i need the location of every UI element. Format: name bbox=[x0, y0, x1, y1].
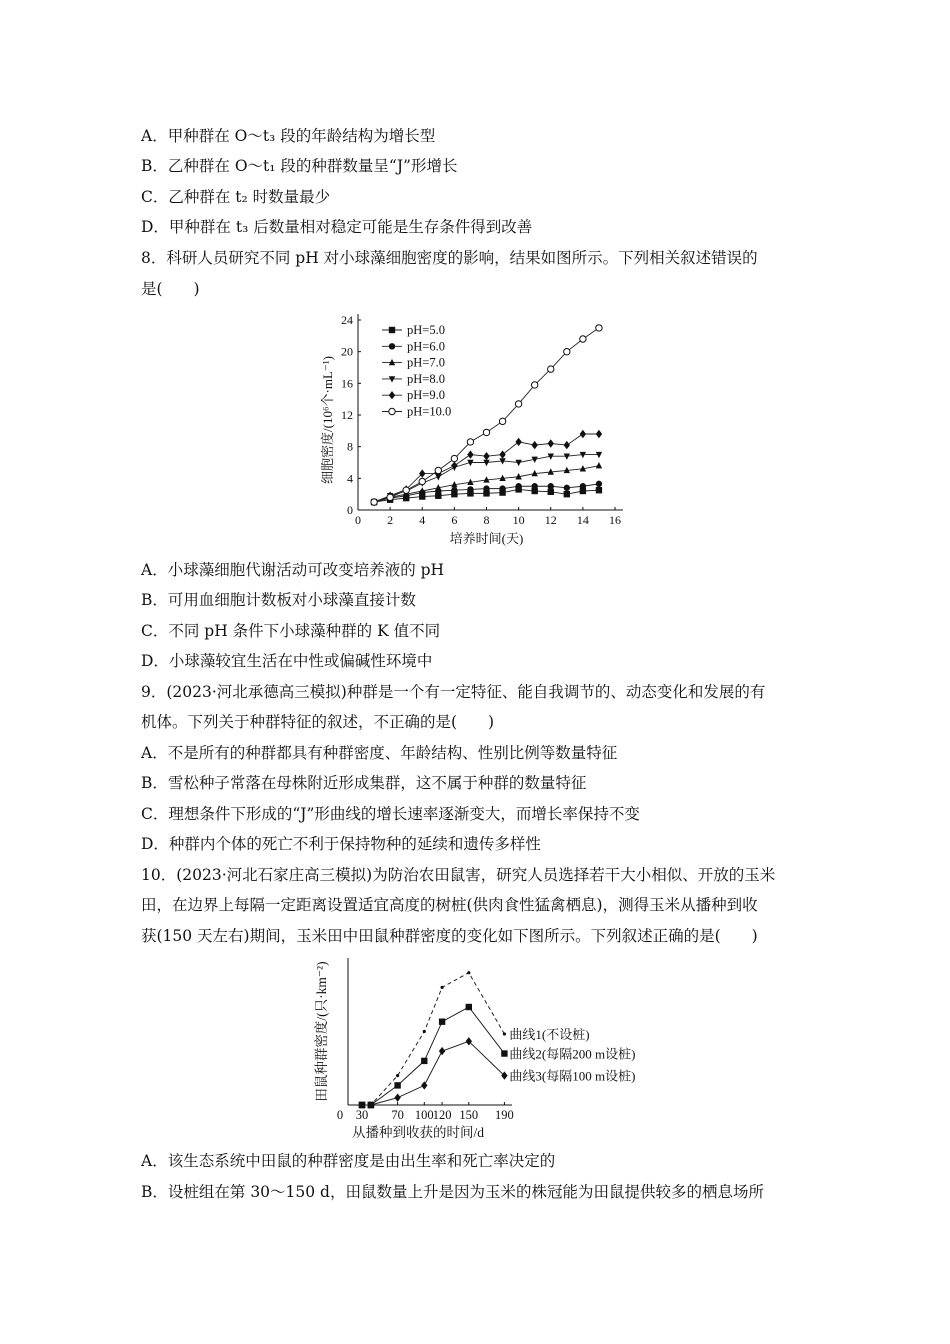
data-point bbox=[467, 486, 473, 492]
q9-option-c: C．理想条件下形成的“J”形曲线的增长速率逐渐变大，而增长率保持不变 bbox=[141, 805, 640, 823]
x-tick-label: 150 bbox=[459, 1108, 479, 1122]
x-tick-label: 190 bbox=[495, 1108, 514, 1122]
x-tick-label: 0 bbox=[355, 513, 361, 527]
q10-stem-line2: 田，在边界上每隔一定距离设置适宜高度的树桩(供肉食性猛禽栖息)，测得玉米从播种到收 bbox=[141, 896, 758, 914]
data-point bbox=[596, 487, 602, 493]
data-point bbox=[483, 460, 489, 466]
data-point bbox=[394, 1093, 400, 1101]
q7-option-c: C．乙种群在 t₂ 时数量最少 bbox=[141, 188, 331, 206]
q8-stem-line1: 8．科研人员研究不同 pH 对小球藻细胞密度的影响，结果如图所示。下列相关叙述错误的 bbox=[141, 249, 758, 267]
data-point bbox=[515, 438, 521, 446]
q9-option-a: A．不是所有的种群都具有种群密度、年龄结构、性别比例等数量特征 bbox=[141, 744, 618, 762]
x-tick-label: 2 bbox=[387, 513, 394, 527]
x-tick-label: 8 bbox=[483, 513, 490, 527]
q9-option-d: D．种群内个体的死亡不利于保持物种的延续和遗传多样性 bbox=[141, 835, 541, 853]
q8-stem-line2: 是( ) bbox=[141, 280, 200, 298]
series-label: 曲线1(不设桩) bbox=[509, 1026, 590, 1042]
legend-label: pH=6.0 bbox=[407, 339, 445, 354]
y-tick-label: 12 bbox=[341, 408, 353, 422]
series-label: 曲线3(每隔100 m设桩) bbox=[509, 1068, 636, 1084]
x-axis-label: 培养时间(天) bbox=[449, 531, 524, 546]
data-point bbox=[596, 462, 602, 468]
q7-option-b: B．乙种群在 O～t₁ 段的种群数量呈“J”形增长 bbox=[141, 157, 458, 175]
data-point bbox=[467, 971, 470, 974]
x-tick-label: 30 bbox=[355, 1108, 369, 1122]
data-point bbox=[396, 1074, 399, 1077]
data-point bbox=[548, 489, 554, 495]
series-end-point bbox=[501, 1071, 507, 1079]
data-point bbox=[419, 478, 425, 484]
y-axis-label: 田鼠种群密度/(只·km⁻²) bbox=[314, 961, 329, 1102]
q7-option-a: A．甲种群在 O～t₃ 段的年龄结构为增长型 bbox=[141, 127, 436, 145]
data-point bbox=[467, 450, 473, 458]
series-end-point bbox=[503, 1032, 506, 1035]
x-tick-label: 4 bbox=[419, 513, 426, 527]
x-tick-label: 70 bbox=[391, 1108, 404, 1122]
legend-marker bbox=[389, 391, 395, 399]
series-end-point bbox=[501, 1050, 507, 1056]
q8-option-c: C．不同 pH 条件下小球藻种群的 K 值不同 bbox=[141, 622, 441, 640]
data-point bbox=[564, 348, 570, 354]
legend-marker bbox=[389, 376, 395, 382]
data-point bbox=[531, 441, 537, 449]
x-tick-label: 0 bbox=[336, 1108, 344, 1122]
legend-label: pH=9.0 bbox=[407, 388, 445, 403]
data-point bbox=[499, 450, 505, 458]
vole-chart bbox=[300, 950, 660, 1149]
data-point bbox=[439, 1019, 445, 1025]
x-tick-label: 6 bbox=[451, 513, 458, 527]
data-point bbox=[548, 439, 554, 447]
data-point bbox=[564, 491, 570, 497]
data-point bbox=[419, 469, 425, 477]
data-point bbox=[596, 325, 602, 331]
legend-marker bbox=[389, 408, 395, 414]
data-point bbox=[580, 483, 586, 489]
q10-stem-line1: 10．(2023·河北石家庄高三模拟)为防治农田鼠害，研究人员选择若干大小相似、开放的玉米 bbox=[141, 866, 776, 884]
q10-option-a: A．该生态系统中田鼠的种群密度是由出生率和死亡率决定的 bbox=[141, 1152, 556, 1170]
q10-option-b: B．设桩组在第 30～150 d，田鼠数量上升是因为玉米的株冠能为田鼠提供较多的栖息场所 bbox=[141, 1183, 764, 1201]
data-point bbox=[580, 336, 586, 342]
data-point bbox=[394, 1082, 400, 1088]
x-axis-label: 从播种到收获的时间/d bbox=[351, 1125, 485, 1140]
data-point bbox=[531, 382, 537, 388]
y-tick-label: 8 bbox=[347, 439, 353, 454]
data-point bbox=[403, 487, 409, 493]
legend-marker bbox=[389, 343, 395, 349]
y-tick-label: 16 bbox=[341, 376, 353, 391]
x-tick-label: 10 bbox=[512, 513, 525, 527]
x-tick-label: 120 bbox=[432, 1108, 452, 1122]
q8-option-a: A．小球藻细胞代谢活动可改变培养液的 pH bbox=[141, 561, 445, 579]
data-point bbox=[548, 483, 554, 489]
series-line-曲线1(不设桩) bbox=[362, 973, 504, 1105]
data-point bbox=[439, 1047, 445, 1055]
data-point bbox=[483, 429, 489, 435]
y-tick-label: 4 bbox=[347, 471, 353, 486]
data-point bbox=[423, 1030, 426, 1033]
legend-label: pH=5.0 bbox=[407, 323, 445, 337]
q8-option-b: B．可用血细胞计数板对小球藻直接计数 bbox=[141, 591, 416, 609]
q7-option-d: D．甲种群在 t₃ 后数量相对稳定可能是生存条件得到改善 bbox=[141, 218, 533, 236]
data-point bbox=[515, 401, 521, 407]
data-point bbox=[368, 1102, 374, 1108]
data-point bbox=[564, 441, 570, 449]
ph-chart-svg bbox=[310, 300, 640, 550]
legend-label: pH=7.0 bbox=[407, 355, 445, 370]
series-label: 曲线2(每隔200 m设桩) bbox=[509, 1046, 636, 1062]
y-tick-label: 0 bbox=[347, 503, 353, 517]
data-point bbox=[421, 1081, 427, 1089]
q9-stem-line2: 机体。下列关于种群特征的叙述，不正确的是( ) bbox=[141, 713, 495, 731]
x-tick-label: 12 bbox=[544, 513, 557, 527]
data-point bbox=[515, 460, 521, 466]
data-point bbox=[451, 487, 457, 493]
legend-label: pH=10.0 bbox=[407, 404, 452, 419]
data-point bbox=[421, 1058, 427, 1064]
data-point bbox=[451, 455, 457, 461]
series-line-曲线2(每隔200 m设桩) bbox=[362, 1007, 504, 1105]
data-point bbox=[435, 467, 441, 473]
data-point bbox=[564, 453, 570, 459]
x-tick-label: 100 bbox=[414, 1108, 434, 1122]
data-point bbox=[564, 485, 570, 491]
legend-label: pH=8.0 bbox=[407, 371, 445, 386]
data-point bbox=[580, 430, 586, 438]
vole-chart-svg bbox=[300, 950, 660, 1145]
y-tick-label: 24 bbox=[341, 313, 353, 327]
data-point bbox=[466, 1004, 472, 1010]
data-point bbox=[596, 481, 602, 487]
legend-marker bbox=[389, 327, 395, 333]
q9-option-b: B．雪松种子常落在母株附近形成集群，这不属于种群的数量特征 bbox=[141, 774, 587, 792]
q10-stem-line3: 获(150 天左右)期间，玉米田中田鼠种群密度的变化如下图所示。下列叙述正确的是( ) bbox=[141, 927, 758, 945]
data-point bbox=[499, 418, 505, 424]
q8-option-d: D．小球藻较宜生活在中性或偏碱性环境中 bbox=[141, 652, 433, 670]
data-point bbox=[515, 483, 521, 489]
data-point bbox=[531, 483, 537, 489]
y-tick-label: 20 bbox=[341, 344, 353, 359]
y-axis-label: 细胞密度/(10⁶个·mL⁻¹) bbox=[320, 356, 335, 484]
data-point bbox=[483, 485, 489, 491]
data-point bbox=[387, 494, 393, 500]
x-tick-label: 14 bbox=[576, 513, 589, 527]
data-point bbox=[483, 452, 489, 460]
ph-chart bbox=[310, 300, 640, 554]
q9-stem-line1: 9．(2023·河北承德高三模拟)种群是一个有一定特征、能自我调节的、动态变化和发展的有 bbox=[141, 683, 766, 701]
data-point bbox=[596, 430, 602, 438]
data-point bbox=[467, 439, 473, 445]
data-point bbox=[359, 1102, 365, 1108]
data-point bbox=[441, 986, 444, 989]
x-tick-label: 16 bbox=[609, 513, 621, 527]
data-point bbox=[548, 366, 554, 372]
data-point bbox=[371, 499, 377, 505]
legend-marker bbox=[389, 359, 395, 365]
data-point bbox=[466, 1037, 472, 1045]
data-point bbox=[596, 452, 602, 458]
data-point bbox=[499, 485, 505, 491]
